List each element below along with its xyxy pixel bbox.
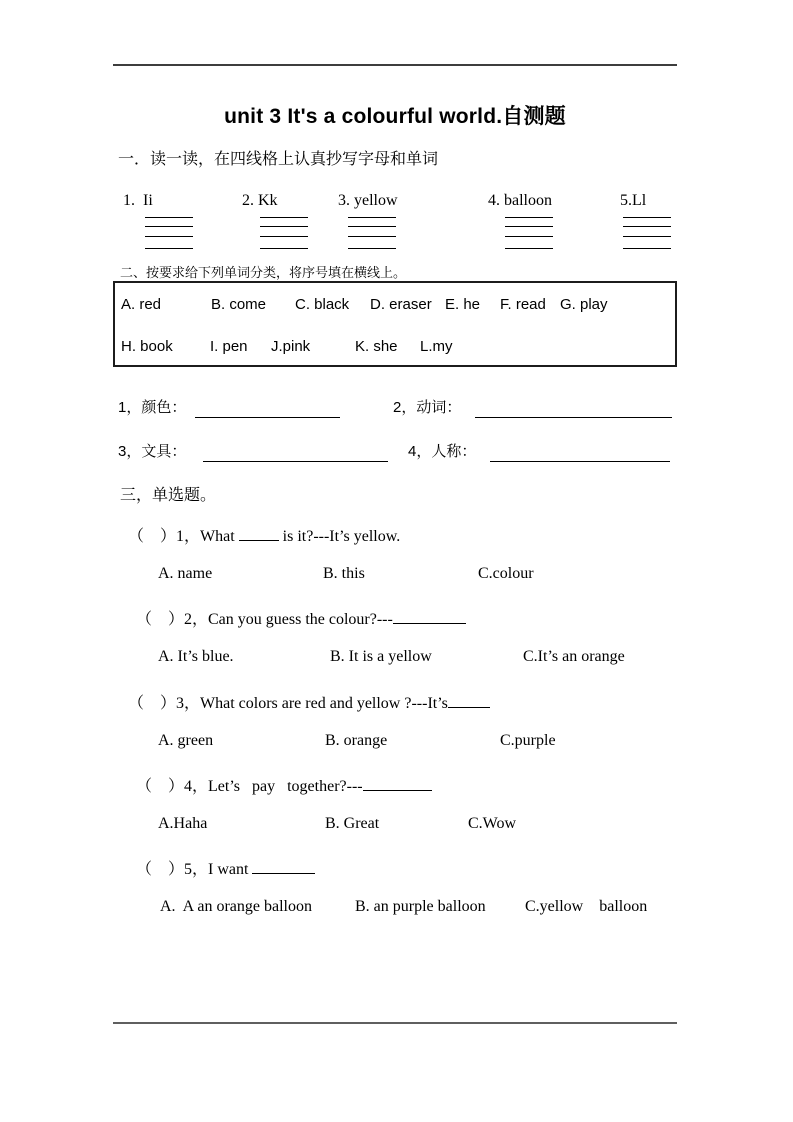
word-bank-item: J.pink [271, 338, 311, 355]
option-c: C.It’s an orange [523, 648, 625, 665]
word-bank-item: D. eraser [370, 296, 432, 313]
copy-item-2 [242, 192, 308, 249]
question-blank [448, 693, 490, 708]
option-b: B. It is a yellow [330, 648, 432, 665]
word-bank-item: I. pen [210, 338, 248, 355]
option-c: C.yellow balloon [525, 898, 648, 915]
answer-line [203, 461, 388, 462]
category-row-2 [113, 440, 677, 464]
question-stem: （ ）3，What colors are red and yellow ?---It’s [128, 690, 490, 713]
copy-item-label: 5.Ll [620, 192, 647, 209]
category-label-verbs: 2，动词： [393, 399, 462, 416]
section-2-heading: 二、按要求给下列单词分类，将序号填在横线上。 [120, 265, 407, 280]
question-blank [393, 609, 466, 624]
option-c: C.Wow [468, 815, 517, 832]
option-c: C.purple [500, 732, 556, 749]
copy-item-label: 1. Ii [123, 192, 153, 209]
option-b: B. orange [325, 732, 388, 749]
option-b: B. this [323, 565, 365, 582]
question-stem: （ ）4，Let’s pay together?--- [136, 773, 432, 796]
answer-line [475, 417, 672, 418]
word-bank-item: L.my [420, 338, 453, 355]
option-b: B. Great [325, 815, 380, 832]
copy-item-label: 2. Kk [242, 192, 278, 209]
option-a: A. A an orange balloon [160, 898, 312, 915]
copy-item-1 [123, 192, 193, 249]
question-blank [239, 526, 279, 541]
section-3-heading: 三，单选题。 [120, 487, 217, 504]
word-bank-item: E. he [445, 296, 481, 313]
question-stem: （ ）2，Can you guess the colour?--- [136, 606, 466, 629]
category-label-stationery: 3，文具： [118, 443, 187, 460]
word-bank-item: F. read [500, 296, 546, 313]
copy-item-5 [620, 192, 671, 249]
writing-grid [348, 217, 396, 249]
option-a: A. It’s blue. [158, 648, 234, 665]
worksheet-page [113, 0, 677, 1122]
word-bank-item: C. black [295, 296, 350, 313]
writing-grid [145, 217, 193, 249]
word-bank-item: G. play [560, 296, 608, 313]
option-a: A. green [158, 732, 214, 749]
answer-line [490, 461, 670, 462]
writing-grid [260, 217, 308, 249]
writing-grid [505, 217, 553, 249]
copy-item-4 [488, 192, 553, 249]
copy-item-label: 3. yellow [338, 192, 398, 209]
option-b: B. an purple balloon [355, 898, 486, 915]
page-title: unit 3 It's a colourful world.自测题 [224, 105, 566, 128]
category-row-1 [113, 396, 677, 420]
answer-line [195, 417, 340, 418]
category-label-pronouns: 4，人称： [408, 443, 477, 460]
question-blank [363, 776, 432, 791]
writing-grid [623, 217, 671, 249]
word-bank-item: H. book [121, 338, 173, 355]
copy-item-label: 4. balloon [488, 192, 552, 209]
word-bank-item: B. come [211, 296, 267, 313]
question-blank [252, 859, 315, 874]
copy-item-3 [338, 192, 398, 249]
section-1-heading: 一．读一读，在四线格上认真抄写字母和单词 [118, 151, 439, 168]
option-a: A.Haha [158, 815, 208, 832]
word-bank-box [113, 281, 677, 367]
option-a: A. name [158, 565, 213, 582]
category-label-colors: 1，颜色： [118, 399, 187, 416]
word-bank-item: K. she [355, 338, 398, 355]
question-stem: （ ）1，What is it?---It’s yellow. [128, 528, 401, 545]
question-stem: （ ）5，I want [136, 856, 315, 879]
word-bank-item: A. red [121, 296, 162, 313]
option-c: C.colour [478, 565, 534, 582]
